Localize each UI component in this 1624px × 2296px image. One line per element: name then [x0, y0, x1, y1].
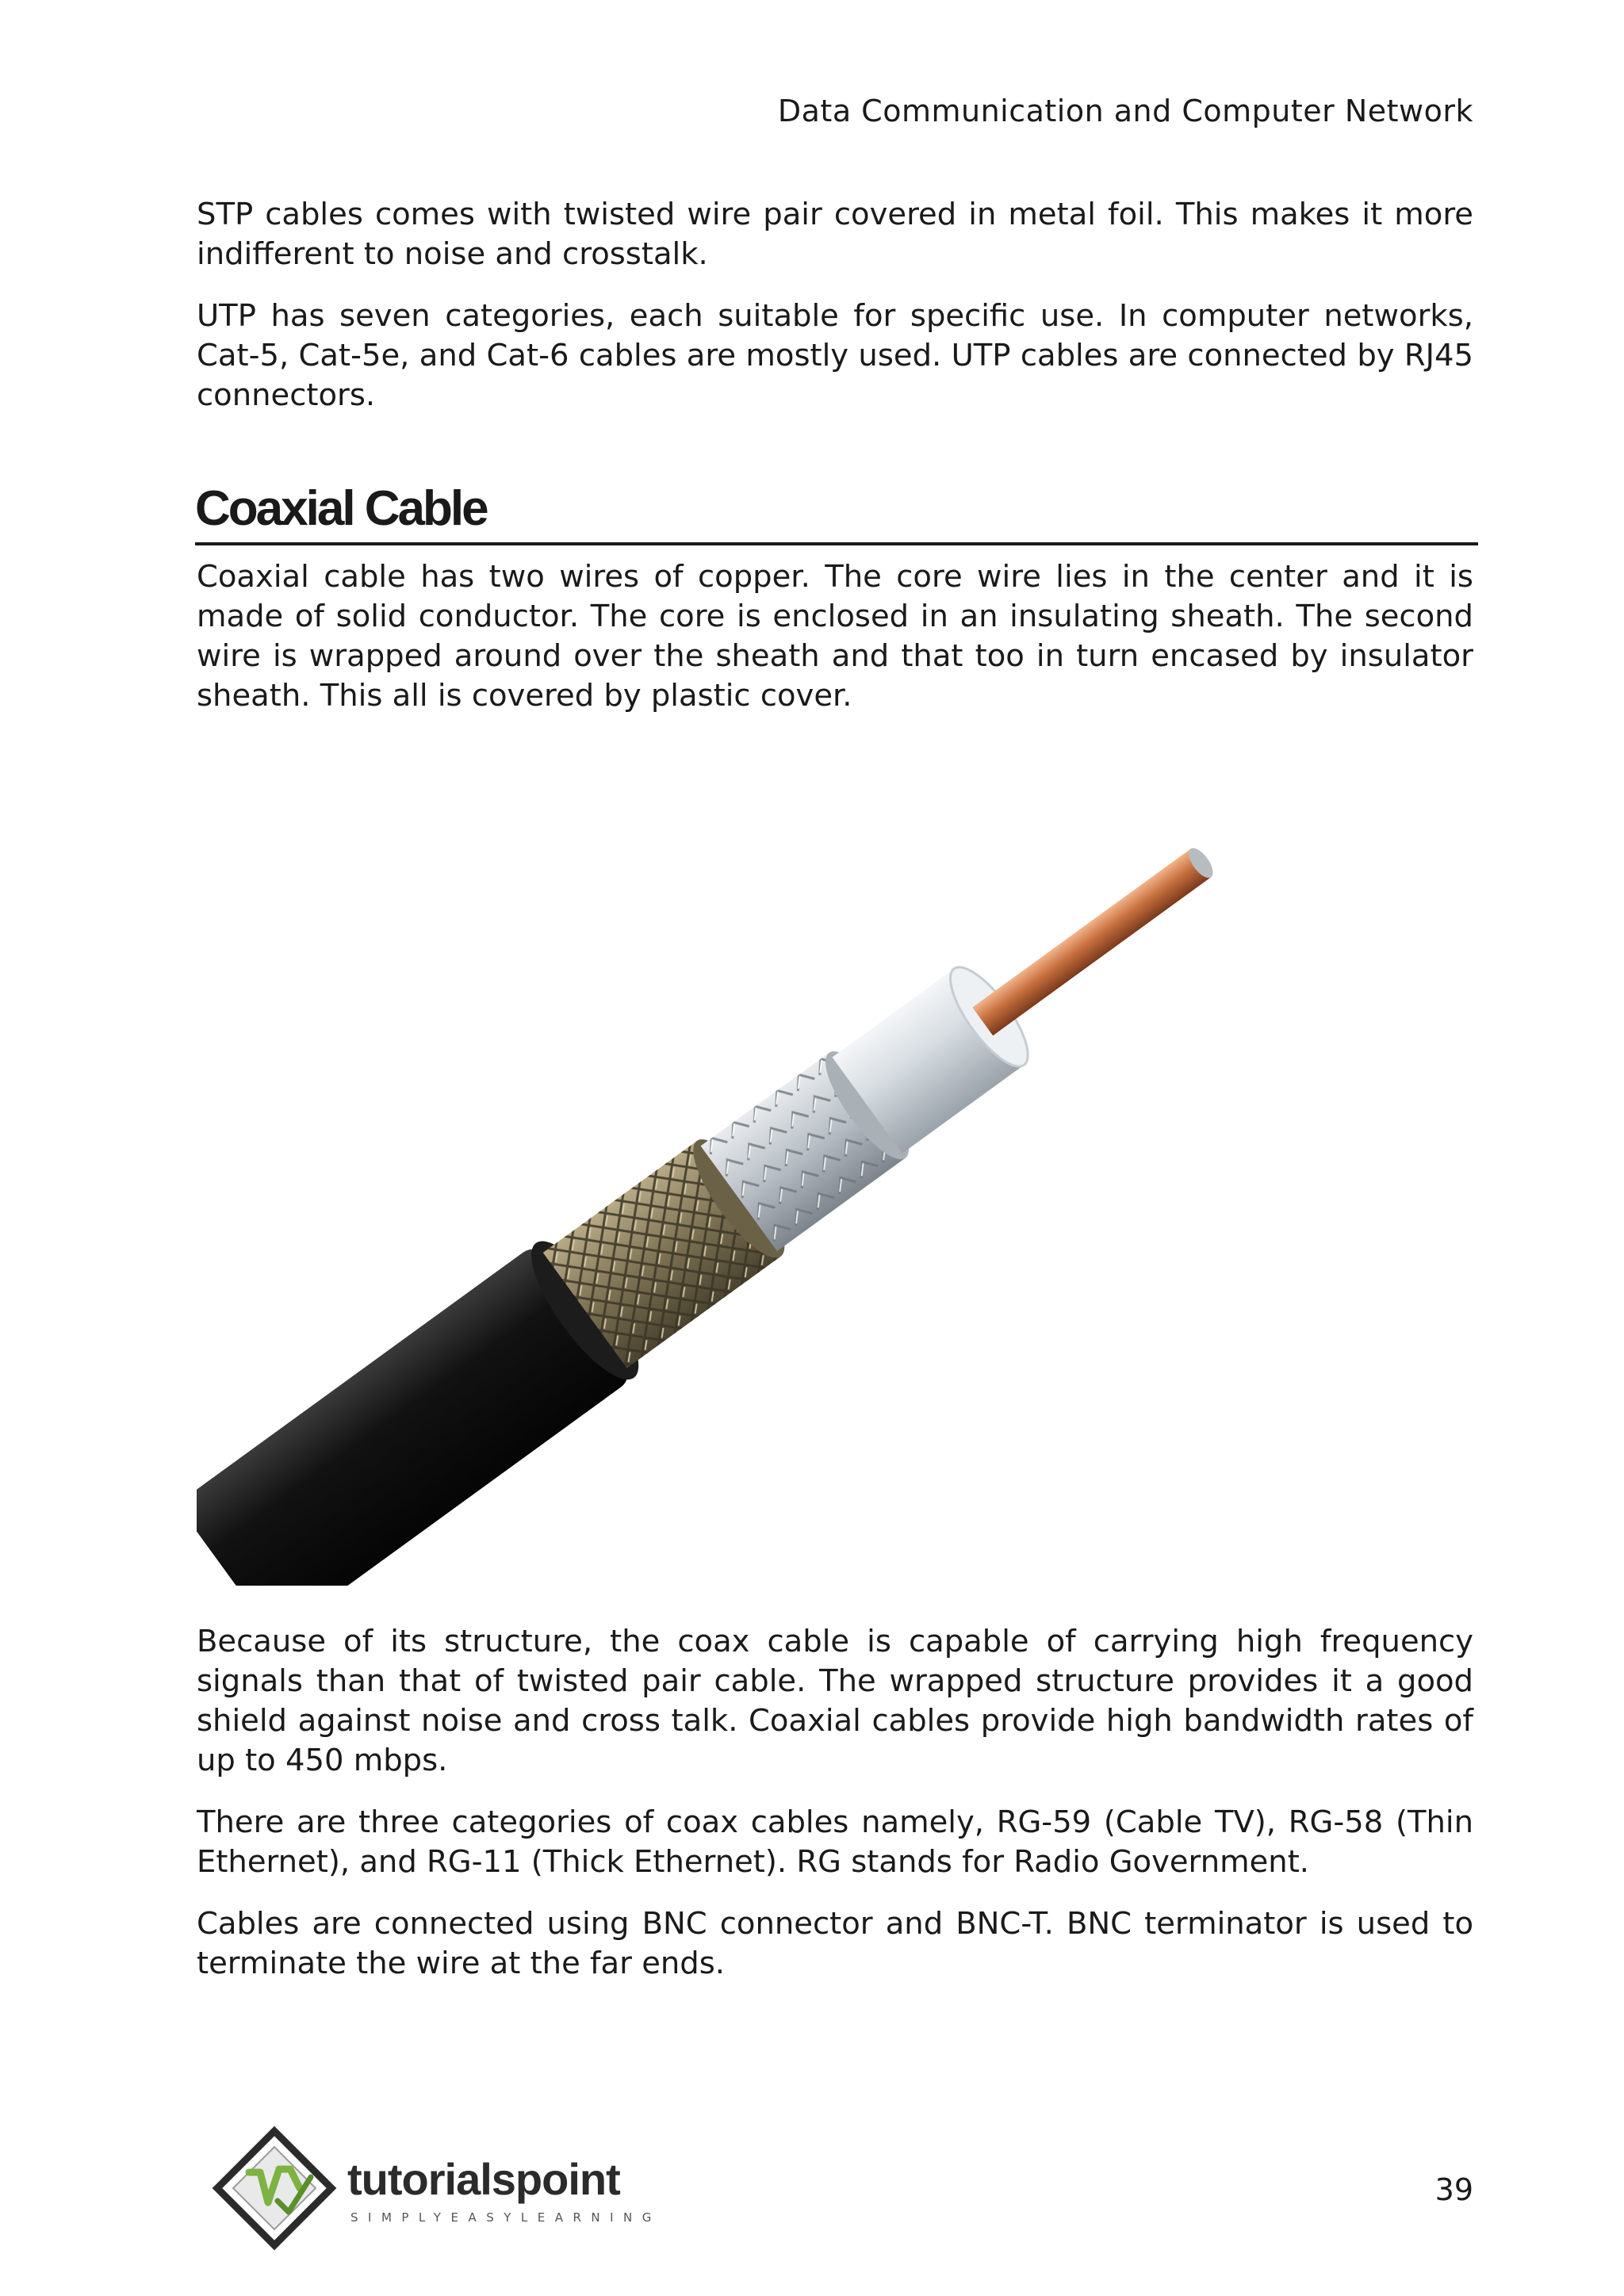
- paragraph-coaxial-structure: Coaxial cable has two wires of copper. The core wire lies in the center and it is made of solid conductor. The core is enclosed in an insulating sheath. The second wire is wrapped around over the sheath and that too in turn encased by insulator sheath. This all is covered by plastic cover.: [197, 559, 1473, 714]
- running-header: Data Communication and Computer Network: [777, 94, 1473, 128]
- intro-text: [197, 195, 1473, 415]
- logo-diamond-icon: [217, 2131, 331, 2245]
- paragraph-categories: There are three categories of coax cables namely, RG-59 (Cable TV), RG-58 (Thin Ethernet), and RG-11 (Thick Ethernet). RG stands for Radio Government.: [197, 1804, 1473, 1880]
- coaxial-cable-illustration: [197, 793, 1307, 1586]
- coaxial-details: [197, 1622, 1473, 1984]
- paragraph-connectors: Cables are connected using BNC connector and BNC-T. BNC terminator is used to terminate the wire at the far ends.: [197, 1906, 1473, 1981]
- paragraph-utp: UTP has seven categories, each suitable for specific use. In computer networks, Cat-5, Cat-5e, and Cat-6 cables are mostly used. UTP cables are connected by RJ45 connectors.: [197, 298, 1473, 413]
- paragraph-stp: STP cables comes with twisted wire pair covered in metal foil. This makes it more indifferent to noise and crosstalk.: [197, 197, 1473, 272]
- section-heading-coaxial: Coaxial Cable: [195, 480, 1478, 545]
- paragraph-structure-benefits: Because of its structure, the coax cable is capable of carrying high frequency signals than that of twisted pair cable. The wrapped structure provides it a good shield against noise and cross talk. Coaxial cables provide high bandwidth rates of up to 450 mbps.: [197, 1624, 1473, 1778]
- page-number: 39: [1434, 2172, 1473, 2207]
- coaxial-description: [197, 557, 1473, 716]
- logo-tagline: SIMPLYEASYLEARNING: [350, 2210, 661, 2225]
- tutorialspoint-logo: [211, 2125, 718, 2252]
- logo-wordmark: tutorialspoint: [347, 2154, 620, 2204]
